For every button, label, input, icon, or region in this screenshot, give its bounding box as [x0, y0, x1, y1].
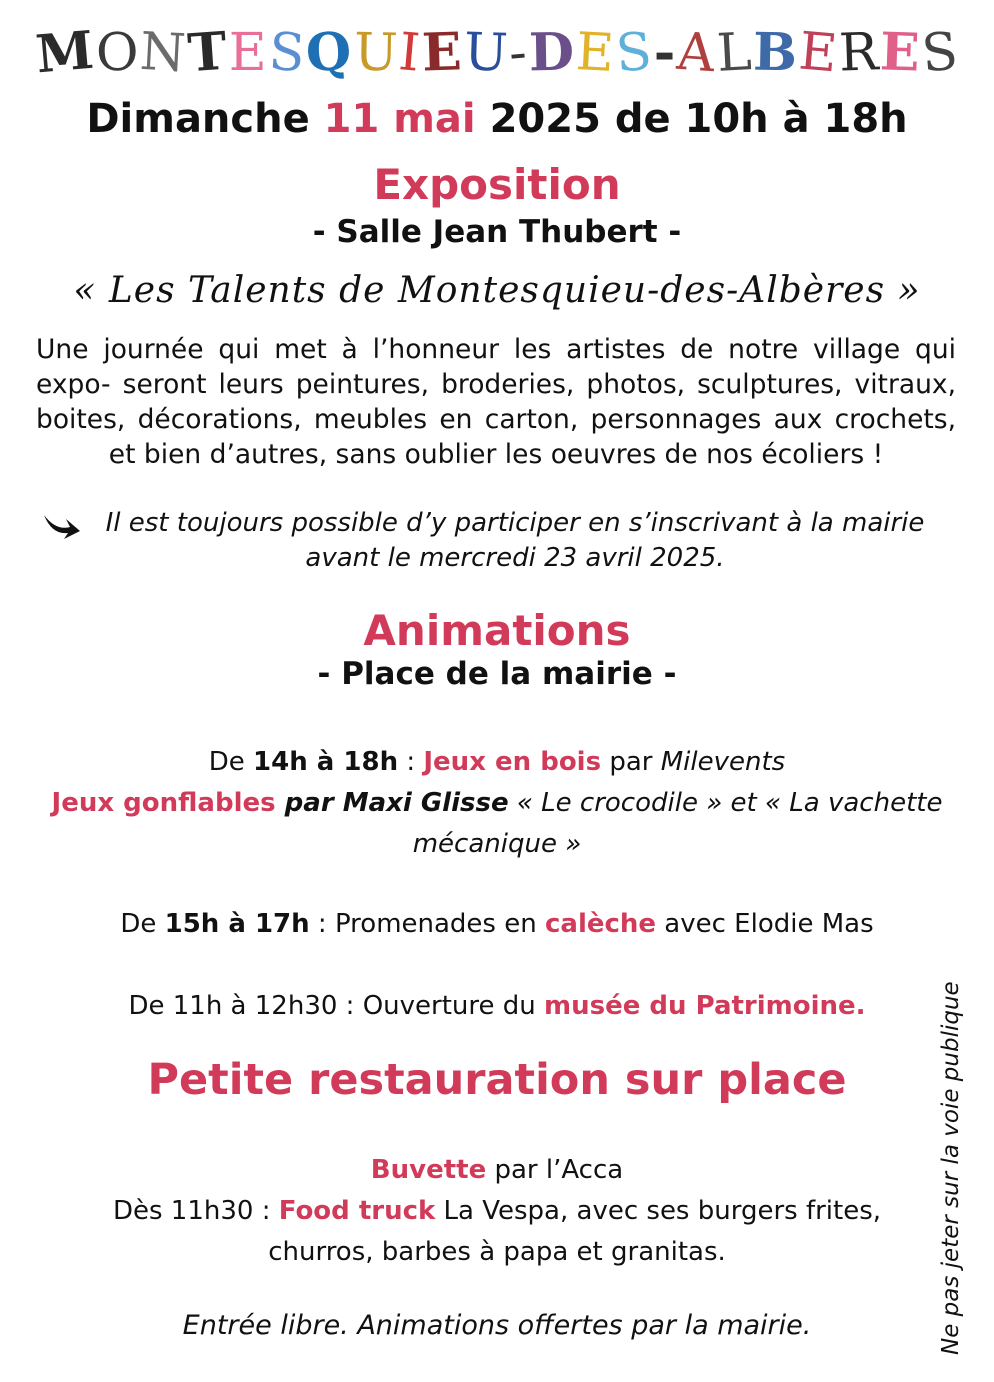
title-letter: R	[838, 22, 880, 84]
animations-venue: - Place de la mairie -	[317, 656, 677, 692]
title-letter: -	[653, 22, 676, 83]
animation-museum: De 11h à 12h30 : Ouverture du musée du Patrimoine.	[128, 991, 866, 1021]
exposition-description: Une journée qui met à l’honneur les artistes de notre village qui expo- seront leurs peintures, broderies, photos, sculptures, vitraux, boites, décorations, meubles en carton, personnages aux crochets, et bien d’autres, sans oublier les oeuvres de nos écoliers !	[36, 334, 956, 470]
animation-caleche: De 15h à 17h : Promenades en calèche avec Elodie Mas	[120, 909, 874, 939]
title-letter: S	[266, 21, 307, 85]
title-letter: E	[796, 21, 840, 85]
title-letter: N	[138, 21, 188, 85]
event-day: 11 mai	[323, 96, 476, 142]
title-letter: U	[462, 22, 509, 84]
title-letter: E	[420, 21, 463, 84]
animations-heading: Animations	[363, 606, 631, 655]
event-date: Dimanche 11 mai 2025 de 10h à 18h	[86, 96, 908, 142]
title-letter: O	[95, 22, 140, 84]
title-letter: A	[675, 21, 717, 85]
exposition-heading: Exposition	[373, 160, 621, 209]
buvette-line: Buvette par l’Acca	[370, 1155, 624, 1185]
title-letter: E	[228, 23, 267, 83]
title-letter: Q	[304, 20, 354, 85]
title-letter: U	[353, 22, 398, 84]
footer-note: Entrée libre. Animations offertes par la mairie.	[182, 1310, 812, 1341]
title-letter: M	[33, 19, 97, 86]
title-letter: B	[752, 21, 798, 84]
title-letter: E	[574, 22, 616, 84]
title-letter: S	[614, 21, 654, 85]
animation-wooden-games: De 14h à 18h : Jeux en bois par Milevents	[208, 747, 786, 777]
curved-arrow-icon	[42, 505, 82, 545]
title-letter: L	[715, 22, 753, 84]
village-title	[0, 18, 994, 88]
food-truck-line: Dès 11h30 : Food truck La Vespa, avec ses burgers frites,	[112, 1196, 882, 1226]
animation-inflatables: Jeux gonflables par Maxi Glisse « Le crocodile » et « La vachette mécanique »	[51, 788, 943, 859]
registration-note: Il est toujours possible d’y participer en s’inscrivant à la mairie avant le mercredi 23 avril 2025.	[105, 508, 925, 573]
food-truck-line-2: churros, barbes à papa et granitas.	[268, 1237, 726, 1267]
exposition-subtitle: « Les Talents de Montesquieu-des-Albères »	[73, 270, 921, 311]
title-letter: D	[528, 21, 575, 84]
title-letter: T	[185, 20, 229, 85]
exposition-venue: - Salle Jean Thubert -	[312, 214, 682, 250]
restauration-heading: Petite restauration sur place	[147, 1055, 847, 1105]
title-letter: E	[879, 21, 922, 84]
title-letter: S	[919, 21, 961, 85]
title-letter: -	[506, 22, 530, 84]
title-letter: I	[396, 22, 423, 84]
restauration-details	[0, 1150, 994, 1273]
side-disposal-note: Ne pas jeter sur la voie publique	[938, 981, 964, 1355]
